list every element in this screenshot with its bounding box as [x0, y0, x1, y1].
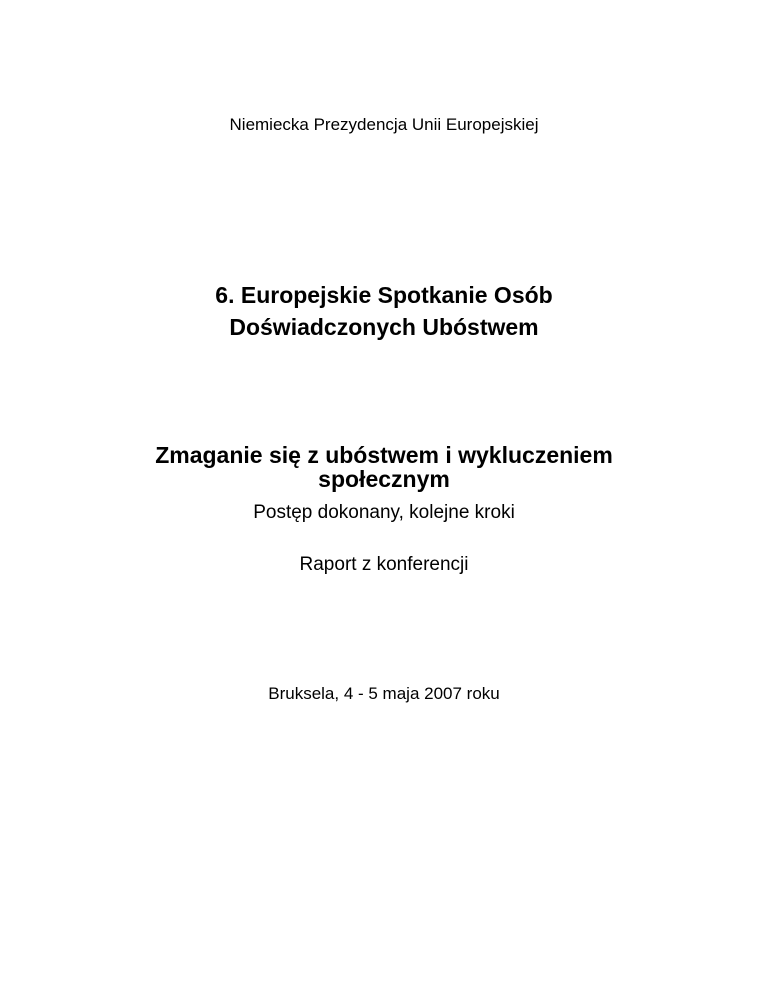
report-subtitle: Postęp dokonany, kolejne kroki — [253, 502, 515, 523]
presidency-heading: Niemiecka Prezydencja Unii Europejskiej — [229, 115, 539, 134]
report-label: Raport z konferencji — [299, 554, 469, 575]
meeting-title-line-2: Doświadczonych Ubóstwem — [229, 314, 539, 340]
place-and-date: Bruksela, 4 - 5 maja 2007 roku — [268, 684, 500, 703]
report-title-line-1: Zmaganie się z ubóstwem i wykluczeniem — [155, 442, 613, 468]
report-title-line-2: społecznym — [318, 466, 450, 492]
meeting-title-line-1: 6. Europejskie Spotkanie Osób — [215, 282, 553, 308]
